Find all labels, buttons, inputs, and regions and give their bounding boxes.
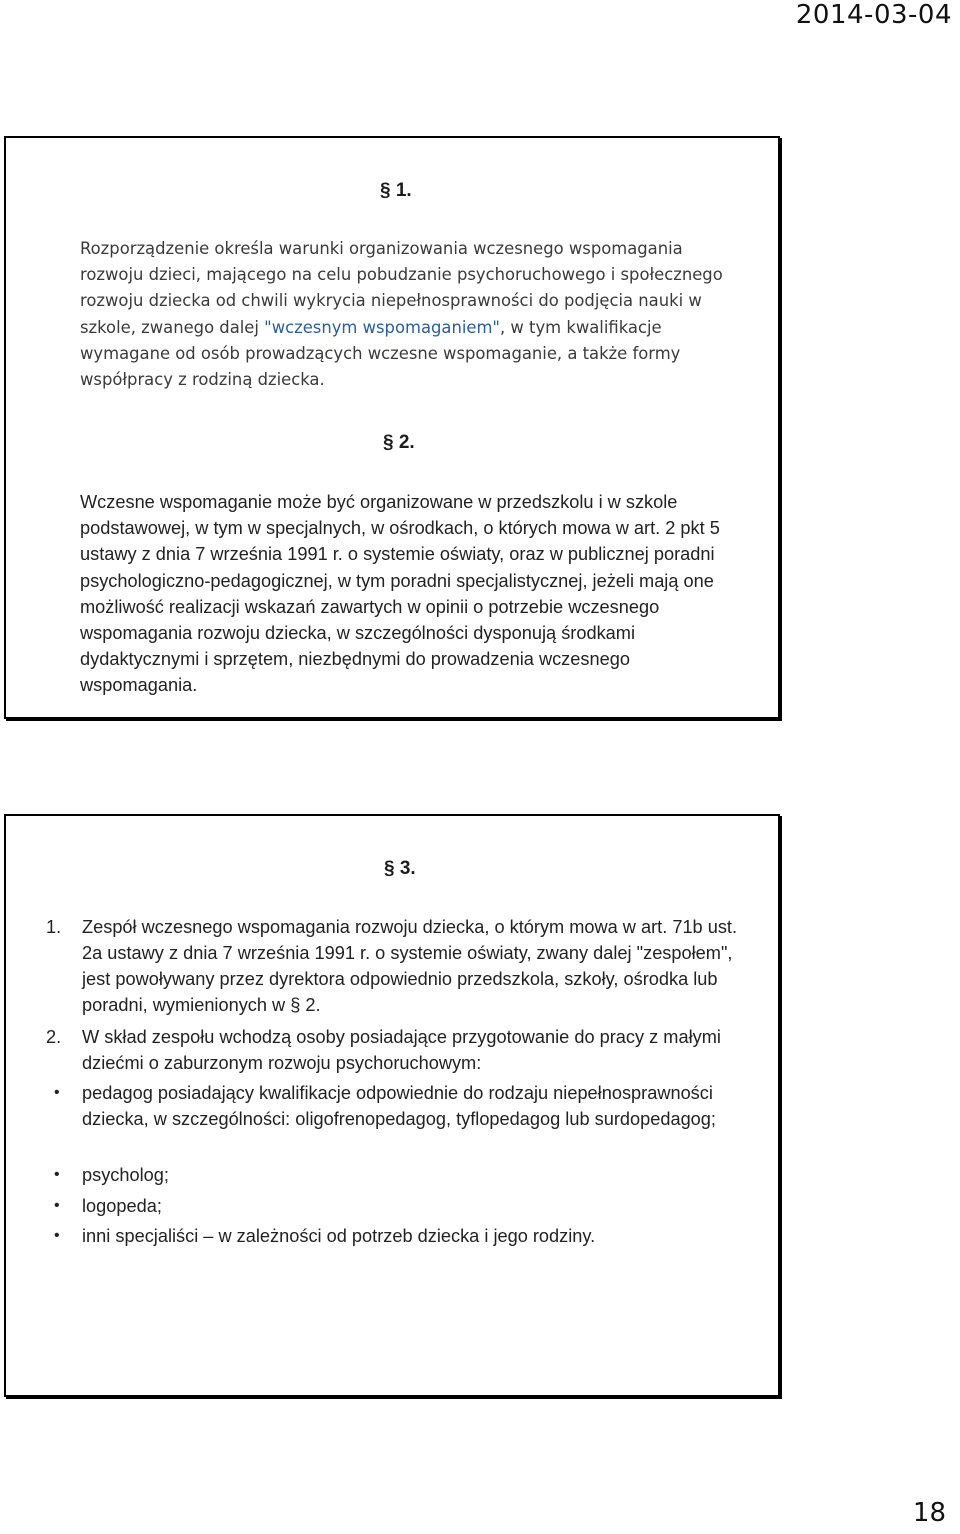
bullet-icon: •	[54, 1227, 60, 1244]
section-1-text-start: Rozporządzenie określa warunki organizowania wczesnego wspomagania rozwoju dzieci, mającego na celu pobudzanie psychoruchowego i społecznego rozwoju dziecka od chwili wykrycia niepełnosprawności do podjęcia nauki w szkole, zwanego dalej	[80, 239, 723, 337]
section-3-heading: § 3.	[384, 858, 416, 879]
item-number: 1.	[46, 917, 62, 937]
bullet-item	[46, 1223, 742, 1249]
bullet-text: pedagog posiadający kwalifikacje odpowiednie do rodzaju niepełnosprawności dziecka, w szczególności: oligofrenopedagog, tyflopedagog lub surdopedagog;	[82, 1083, 716, 1129]
item-text: W skład zespołu wchodzą osoby posiadające przygotowanie do pracy z małymi dziećmi o zaburzonym rozwoju psychoruchowym:	[82, 1027, 721, 1073]
list-item	[46, 1024, 742, 1076]
bullet-icon: •	[54, 1197, 60, 1214]
bullet-text: logopeda;	[82, 1196, 162, 1216]
slide-2	[4, 814, 780, 1397]
page-date: 2014-03-04	[795, 0, 952, 30]
bullet-text: inni specjaliści – w zależności od potrzeb dziecka i jego rodziny.	[82, 1226, 596, 1246]
section-1-text-end: , w tym kwalifikacje wymagane od osób prowadzących wczesne wspomaganie, a także formy współpracy z rodziną dziecka.	[80, 317, 681, 390]
bullet-item	[46, 1080, 742, 1132]
item-number: 2.	[46, 1027, 62, 1047]
section-1-text	[80, 236, 734, 393]
list-item	[46, 914, 742, 1018]
page-number: 18	[912, 1498, 946, 1528]
bullet-item	[46, 1162, 742, 1188]
section-2-text: Wczesne wspomaganie może być organizowane w przedszkolu i w szkole podstawowej, w tym w specjalnych, w ośrodkach, o których mowa w art. 2 pkt 5 ustawy z dnia 7 września 1991 r. o systemie oświaty, oraz w publicznej poradni psychologiczno-pedagogicznej, w tym poradni specjalistycznej, jeżeli mają one możliwość realizacji wskazań zawartych w opinii o potrzebie wczesnego wspomagania rozwoju dziecka, w szczególności dysponują środkami dydaktycznymi i sprzętem, niezbędnymi do prowadzenia wczesnego wspomagania.	[80, 492, 720, 696]
bullet-icon: •	[54, 1166, 60, 1183]
section-1-term-quote: "wczesnym wspomaganiem"	[264, 317, 500, 337]
section-1-heading: § 1.	[380, 180, 412, 201]
slide-1	[4, 136, 780, 719]
item-text: Zespół wczesnego wspomagania rozwoju dziecka, o którym mowa w art. 71b ust. 2a ustawy z dnia 7 września 1991 r. o systemie oświaty, zwany dalej "zespołem", jest powoływany przez dyrektora odpowiednio przedszkola, szkoły, ośrodka lub poradni, wymienionych w § 2.	[82, 917, 738, 1015]
bullet-icon: •	[54, 1084, 60, 1101]
bullet-text: psycholog;	[82, 1165, 169, 1185]
bullet-item	[46, 1193, 742, 1219]
section-2-heading: § 2.	[383, 432, 415, 453]
